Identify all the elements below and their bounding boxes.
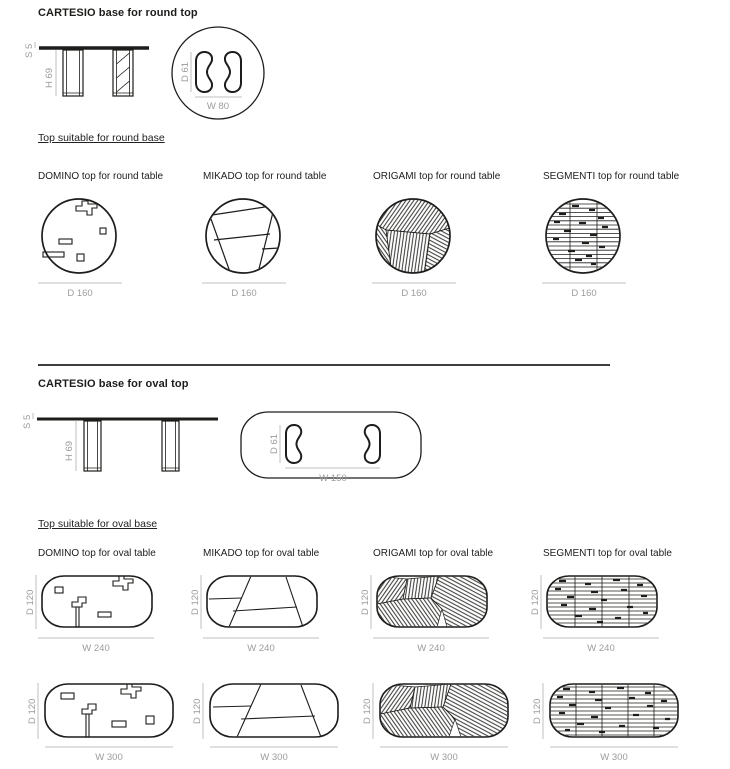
dimension-label-top-thickness: S 5 — [22, 414, 33, 429]
origami-hatch-panels — [377, 576, 487, 627]
top-label-domino-oval: DOMINO top for oval table — [38, 548, 156, 559]
mikado-oval-300-drawing — [189, 681, 354, 769]
segmenti-slats — [542, 199, 626, 273]
left-leg — [63, 50, 83, 96]
top-label-origami-round: ORIGAMI top for round table — [373, 171, 501, 182]
top-label-domino-round: DOMINO top for round table — [38, 171, 164, 182]
dimension-label-width: W 240 — [417, 643, 445, 654]
dimension-label-width: W 240 — [82, 643, 110, 654]
subheading-oval-tops: Top suitable for oval base — [38, 518, 158, 530]
dimension-label-depth: D 120 — [27, 698, 38, 724]
dimension-label-depth: D 120 — [190, 589, 201, 615]
dimension-label-width: W 240 — [247, 643, 275, 654]
domino-oval-300-drawing — [24, 681, 189, 769]
round-base-top-view-drawing — [166, 24, 271, 124]
segmenti-oval-240-drawing — [529, 571, 674, 659]
mikado-seams — [213, 684, 321, 737]
dimension-label-base-height: H 69 — [44, 67, 55, 88]
top-label-segmenti-oval: SEGMENTI top for oval table — [543, 548, 672, 559]
leg-footprint-left — [196, 52, 212, 92]
domino-inlays — [55, 576, 133, 627]
domino-inlays — [61, 684, 154, 737]
dimension-label-depth: D 120 — [192, 698, 203, 724]
origami-oval-240-drawing — [359, 571, 504, 659]
segmenti-round-top-drawing — [542, 196, 626, 300]
top-label-mikado-round: MIKADO top for round table — [203, 171, 327, 182]
dimension-label-width: W 300 — [260, 752, 288, 763]
leg-footprint-right — [365, 425, 380, 463]
dimension-label-diameter: D 160 — [571, 288, 597, 299]
segmenti-slats — [547, 576, 657, 627]
dimension-label-leg-depth: D 61 — [269, 433, 280, 454]
dimension-label-top-thickness: S 5 — [24, 43, 35, 58]
section-title-round-base: CARTESIO base for round top — [38, 7, 198, 19]
oval-base-side-view-drawing — [24, 404, 224, 479]
dimension-label-width: W 300 — [430, 752, 458, 763]
right-leg — [113, 50, 133, 96]
origami-round-top-drawing — [372, 196, 456, 300]
dimension-label-base-height: H 69 — [64, 440, 75, 461]
dimension-label-width: W 300 — [600, 752, 628, 763]
domino-round-top-drawing — [38, 196, 122, 300]
dimension-label-depth: D 120 — [532, 698, 543, 724]
section-divider — [38, 364, 610, 366]
mikado-oval-240-drawing — [189, 571, 334, 659]
origami-hatch-panels — [380, 684, 508, 737]
dimension-label-width: W 300 — [95, 752, 123, 763]
segmenti-slats — [550, 684, 678, 737]
origami-oval-300-drawing — [359, 681, 524, 769]
leg-footprint-right — [225, 52, 241, 92]
top-label-mikado-oval: MIKADO top for oval table — [203, 548, 320, 559]
oval-base-top-view-drawing — [237, 404, 427, 486]
dimension-label-leg-span: W 150 — [319, 473, 347, 484]
dimension-label-diameter: D 160 — [401, 288, 427, 299]
dimension-label-depth: D 120 — [362, 698, 373, 724]
dimension-label-diameter: D 160 — [231, 288, 257, 299]
dimension-label-width: W 240 — [587, 643, 615, 654]
dimension-label-diameter: D 160 — [67, 288, 93, 299]
section-title-oval-base: CARTESIO base for oval top — [38, 378, 189, 390]
left-leg — [84, 421, 101, 471]
origami-hatch-panels — [372, 196, 456, 276]
mikado-round-top-drawing — [202, 196, 286, 300]
subheading-round-tops: Top suitable for round base — [38, 132, 165, 144]
top-label-origami-oval: ORIGAMI top for oval table — [373, 548, 494, 559]
mikado-seams — [209, 576, 303, 627]
domino-oval-240-drawing — [24, 571, 169, 659]
dimension-label-depth: D 120 — [530, 589, 541, 615]
dimension-label-leg-depth: D 61 — [180, 61, 191, 82]
right-leg — [162, 421, 179, 471]
dimension-label-depth: D 120 — [360, 589, 371, 615]
top-label-segmenti-round: SEGMENTI top for round table — [543, 171, 680, 182]
round-base-side-view-drawing — [25, 35, 155, 105]
leg-footprint-left — [286, 425, 301, 463]
dimension-label-leg-span: W 80 — [206, 101, 230, 112]
segmenti-oval-300-drawing — [529, 681, 694, 769]
dimension-label-depth: D 120 — [25, 589, 36, 615]
